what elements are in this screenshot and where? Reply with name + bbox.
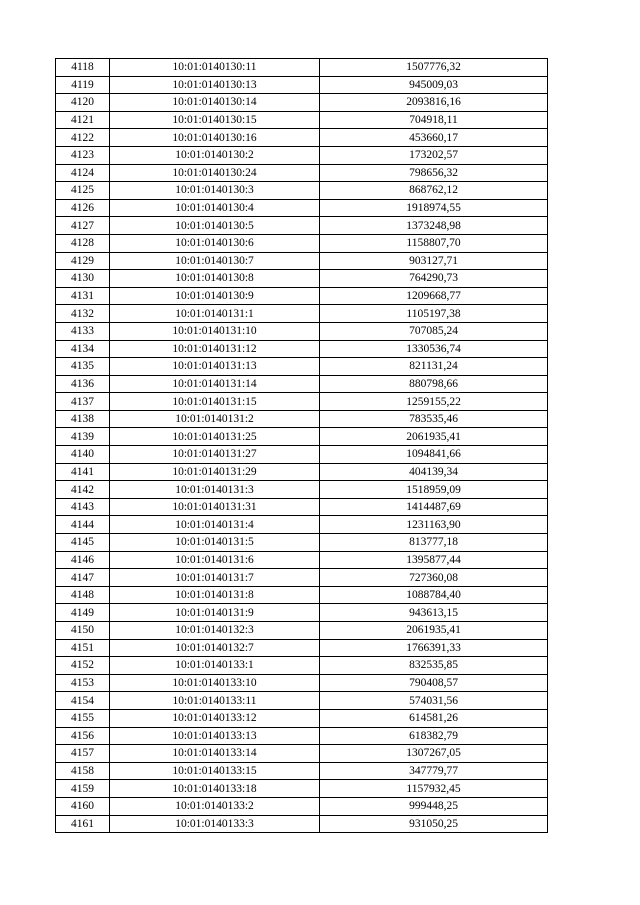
table-row xyxy=(56,94,548,112)
row-number-cell: 4157 xyxy=(56,745,110,763)
cadastral-value-cell: 1507776,32 xyxy=(320,59,548,77)
cadastral-value-cell: 813777,18 xyxy=(320,534,548,552)
table-row xyxy=(56,762,548,780)
cadastral-value-cell: 173202,57 xyxy=(320,146,548,164)
table-row xyxy=(56,428,548,446)
cadastral-value-cell: 1259155,22 xyxy=(320,393,548,411)
table-row xyxy=(56,551,548,569)
cadastral-number-cell: 10:01:0140131:12 xyxy=(110,340,320,358)
row-number-cell: 4119 xyxy=(56,76,110,94)
cadastral-number-cell: 10:01:0140131:5 xyxy=(110,534,320,552)
row-number-cell: 4131 xyxy=(56,287,110,305)
cadastral-value-cell: 1105197,38 xyxy=(320,305,548,323)
row-number-cell: 4150 xyxy=(56,622,110,640)
cadastral-number-cell: 10:01:0140131:9 xyxy=(110,604,320,622)
table-row xyxy=(56,639,548,657)
cadastral-number-cell: 10:01:0140133:1 xyxy=(110,657,320,675)
row-number-cell: 4160 xyxy=(56,797,110,815)
cadastral-value-cell: 764290,73 xyxy=(320,270,548,288)
cadastral-number-cell: 10:01:0140131:3 xyxy=(110,481,320,499)
cadastral-value-cell: 868762,12 xyxy=(320,182,548,200)
row-number-cell: 4145 xyxy=(56,534,110,552)
table-row xyxy=(56,498,548,516)
table-row xyxy=(56,586,548,604)
cadastral-value-cell: 574031,56 xyxy=(320,692,548,710)
table-row xyxy=(56,59,548,77)
cadastral-number-cell: 10:01:0140133:14 xyxy=(110,745,320,763)
table-row xyxy=(56,252,548,270)
table-row xyxy=(56,569,548,587)
cadastral-number-cell: 10:01:0140133:13 xyxy=(110,727,320,745)
row-number-cell: 4134 xyxy=(56,340,110,358)
cadastral-number-cell: 10:01:0140130:3 xyxy=(110,182,320,200)
table-row xyxy=(56,270,548,288)
cadastral-value-cell: 783535,46 xyxy=(320,410,548,428)
table-row xyxy=(56,305,548,323)
row-number-cell: 4120 xyxy=(56,94,110,112)
cadastral-number-cell: 10:01:0140133:12 xyxy=(110,709,320,727)
cadastral-number-cell: 10:01:0140133:15 xyxy=(110,762,320,780)
row-number-cell: 4139 xyxy=(56,428,110,446)
cadastral-number-cell: 10:01:0140133:3 xyxy=(110,815,320,833)
cadastral-number-cell: 10:01:0140130:6 xyxy=(110,234,320,252)
row-number-cell: 4128 xyxy=(56,234,110,252)
cadastral-number-cell: 10:01:0140131:13 xyxy=(110,358,320,376)
row-number-cell: 4122 xyxy=(56,129,110,147)
cadastral-number-cell: 10:01:0140131:15 xyxy=(110,393,320,411)
cadastral-number-cell: 10:01:0140131:31 xyxy=(110,498,320,516)
cadastral-number-cell: 10:01:0140130:4 xyxy=(110,199,320,217)
cadastral-value-cell: 1518959,09 xyxy=(320,481,548,499)
cadastral-value-cell: 790408,57 xyxy=(320,674,548,692)
table-row xyxy=(56,463,548,481)
table-row xyxy=(56,516,548,534)
cadastral-value-cell: 453660,17 xyxy=(320,129,548,147)
cadastral-value-cell: 880798,66 xyxy=(320,375,548,393)
table-row xyxy=(56,182,548,200)
row-number-cell: 4144 xyxy=(56,516,110,534)
cadastral-number-cell: 10:01:0140133:11 xyxy=(110,692,320,710)
table-row xyxy=(56,727,548,745)
cadastral-number-cell: 10:01:0140130:11 xyxy=(110,59,320,77)
row-number-cell: 4154 xyxy=(56,692,110,710)
row-number-cell: 4155 xyxy=(56,709,110,727)
table-row xyxy=(56,358,548,376)
cadastral-value-cell: 798656,32 xyxy=(320,164,548,182)
cadastral-number-cell: 10:01:0140131:27 xyxy=(110,446,320,464)
cadastral-number-cell: 10:01:0140132:7 xyxy=(110,639,320,657)
table-row xyxy=(56,657,548,675)
cadastral-number-cell: 10:01:0140130:14 xyxy=(110,94,320,112)
cadastral-value-cell: 2061935,41 xyxy=(320,622,548,640)
row-number-cell: 4136 xyxy=(56,375,110,393)
cadastral-value-cell: 1231163,90 xyxy=(320,516,548,534)
table-row xyxy=(56,76,548,94)
row-number-cell: 4158 xyxy=(56,762,110,780)
table-row xyxy=(56,410,548,428)
cadastral-value-cell: 2093816,16 xyxy=(320,94,548,112)
cadastral-value-cell: 1918974,55 xyxy=(320,199,548,217)
cadastral-value-cell: 903127,71 xyxy=(320,252,548,270)
cadastral-value-cell: 704918,11 xyxy=(320,111,548,129)
table-row xyxy=(56,745,548,763)
row-number-cell: 4153 xyxy=(56,674,110,692)
table-row xyxy=(56,287,548,305)
table-row xyxy=(56,375,548,393)
cadastral-value-table xyxy=(55,58,548,833)
row-number-cell: 4149 xyxy=(56,604,110,622)
row-number-cell: 4124 xyxy=(56,164,110,182)
cadastral-value-cell: 1158807,70 xyxy=(320,234,548,252)
cadastral-number-cell: 10:01:0140130:24 xyxy=(110,164,320,182)
table-row xyxy=(56,534,548,552)
row-number-cell: 4135 xyxy=(56,358,110,376)
table-row xyxy=(56,622,548,640)
cadastral-value-cell: 1414487,69 xyxy=(320,498,548,516)
cadastral-value-cell: 347779,77 xyxy=(320,762,548,780)
row-number-cell: 4125 xyxy=(56,182,110,200)
table-row xyxy=(56,340,548,358)
cadastral-number-cell: 10:01:0140132:3 xyxy=(110,622,320,640)
cadastral-value-cell: 727360,08 xyxy=(320,569,548,587)
row-number-cell: 4133 xyxy=(56,322,110,340)
cadastral-value-cell: 1209668,77 xyxy=(320,287,548,305)
row-number-cell: 4161 xyxy=(56,815,110,833)
row-number-cell: 4159 xyxy=(56,780,110,798)
cadastral-value-cell: 1330536,74 xyxy=(320,340,548,358)
cadastral-value-cell: 1157932,45 xyxy=(320,780,548,798)
row-number-cell: 4118 xyxy=(56,59,110,77)
cadastral-number-cell: 10:01:0140133:18 xyxy=(110,780,320,798)
cadastral-number-cell: 10:01:0140130:7 xyxy=(110,252,320,270)
table-row xyxy=(56,217,548,235)
table-row xyxy=(56,604,548,622)
table-row xyxy=(56,674,548,692)
cadastral-number-cell: 10:01:0140130:8 xyxy=(110,270,320,288)
row-number-cell: 4126 xyxy=(56,199,110,217)
table-row xyxy=(56,146,548,164)
cadastral-value-cell: 618382,79 xyxy=(320,727,548,745)
cadastral-number-cell: 10:01:0140131:6 xyxy=(110,551,320,569)
row-number-cell: 4147 xyxy=(56,569,110,587)
cadastral-value-cell: 943613,15 xyxy=(320,604,548,622)
table-row xyxy=(56,129,548,147)
cadastral-value-cell: 1766391,33 xyxy=(320,639,548,657)
row-number-cell: 4141 xyxy=(56,463,110,481)
table-row xyxy=(56,199,548,217)
table-row xyxy=(56,780,548,798)
cadastral-value-cell: 1088784,40 xyxy=(320,586,548,604)
cadastral-number-cell: 10:01:0140131:8 xyxy=(110,586,320,604)
row-number-cell: 4148 xyxy=(56,586,110,604)
cadastral-value-cell: 1094841,66 xyxy=(320,446,548,464)
cadastral-value-cell: 931050,25 xyxy=(320,815,548,833)
cadastral-value-cell: 2061935,41 xyxy=(320,428,548,446)
table-row xyxy=(56,709,548,727)
row-number-cell: 4151 xyxy=(56,639,110,657)
cadastral-value-cell: 404139,34 xyxy=(320,463,548,481)
cadastral-number-cell: 10:01:0140130:13 xyxy=(110,76,320,94)
row-number-cell: 4140 xyxy=(56,446,110,464)
table-body xyxy=(56,59,548,833)
row-number-cell: 4142 xyxy=(56,481,110,499)
cadastral-number-cell: 10:01:0140131:7 xyxy=(110,569,320,587)
cadastral-number-cell: 10:01:0140133:2 xyxy=(110,797,320,815)
table-row xyxy=(56,234,548,252)
row-number-cell: 4137 xyxy=(56,393,110,411)
table-row xyxy=(56,481,548,499)
cadastral-number-cell: 10:01:0140130:2 xyxy=(110,146,320,164)
table-row xyxy=(56,393,548,411)
cadastral-number-cell: 10:01:0140131:29 xyxy=(110,463,320,481)
table-row xyxy=(56,815,548,833)
table-row xyxy=(56,164,548,182)
table-row xyxy=(56,446,548,464)
cadastral-number-cell: 10:01:0140130:5 xyxy=(110,217,320,235)
row-number-cell: 4156 xyxy=(56,727,110,745)
cadastral-value-cell: 1307267,05 xyxy=(320,745,548,763)
cadastral-number-cell: 10:01:0140130:9 xyxy=(110,287,320,305)
cadastral-number-cell: 10:01:0140131:10 xyxy=(110,322,320,340)
table-row xyxy=(56,797,548,815)
row-number-cell: 4123 xyxy=(56,146,110,164)
row-number-cell: 4127 xyxy=(56,217,110,235)
cadastral-value-cell: 945009,03 xyxy=(320,76,548,94)
row-number-cell: 4146 xyxy=(56,551,110,569)
cadastral-number-cell: 10:01:0140131:4 xyxy=(110,516,320,534)
cadastral-value-cell: 707085,24 xyxy=(320,322,548,340)
cadastral-value-cell: 832535,85 xyxy=(320,657,548,675)
cadastral-value-cell: 999448,25 xyxy=(320,797,548,815)
cadastral-value-cell: 821131,24 xyxy=(320,358,548,376)
cadastral-value-cell: 1373248,98 xyxy=(320,217,548,235)
cadastral-value-cell: 614581,26 xyxy=(320,709,548,727)
cadastral-value-cell: 1395877,44 xyxy=(320,551,548,569)
table-row xyxy=(56,322,548,340)
row-number-cell: 4132 xyxy=(56,305,110,323)
table-row xyxy=(56,692,548,710)
row-number-cell: 4121 xyxy=(56,111,110,129)
row-number-cell: 4130 xyxy=(56,270,110,288)
row-number-cell: 4152 xyxy=(56,657,110,675)
row-number-cell: 4129 xyxy=(56,252,110,270)
cadastral-number-cell: 10:01:0140130:16 xyxy=(110,129,320,147)
cadastral-number-cell: 10:01:0140131:25 xyxy=(110,428,320,446)
cadastral-number-cell: 10:01:0140131:14 xyxy=(110,375,320,393)
cadastral-number-cell: 10:01:0140131:1 xyxy=(110,305,320,323)
cadastral-number-cell: 10:01:0140133:10 xyxy=(110,674,320,692)
table-row xyxy=(56,111,548,129)
cadastral-number-cell: 10:01:0140130:15 xyxy=(110,111,320,129)
cadastral-number-cell: 10:01:0140131:2 xyxy=(110,410,320,428)
row-number-cell: 4143 xyxy=(56,498,110,516)
row-number-cell: 4138 xyxy=(56,410,110,428)
